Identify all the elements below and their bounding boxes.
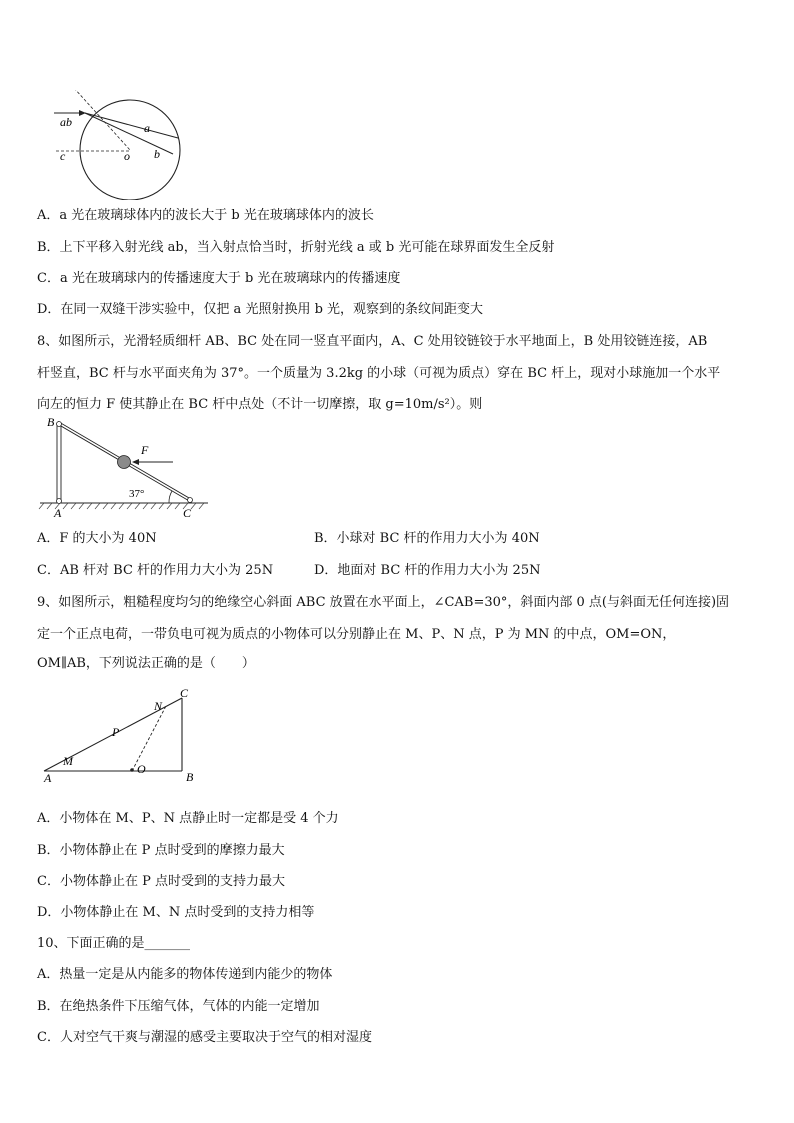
q10-stem: 10、下面正确的是_______ (37, 936, 191, 951)
label-angle: 37° (129, 488, 145, 500)
q10-option-a: A．热量一定是从内能多的物体传递到内能少的物体 (37, 967, 333, 982)
q8-stem-line-2: 杆竖直，BC 杆与水平面夹角为 37°。一个质量为 3.2kg 的小球（可视为质点）穿在 BC 杆上，现对小球施加一个水平 (37, 366, 721, 381)
label-o: O (137, 762, 146, 776)
q9-stem-line-1: 9、如图所示，粗糙程度均匀的绝缘空心斜面 ABC 放置在水平面上，∠CAB=30°，斜面内部 0 点(与斜面无任何连接)固 (37, 595, 730, 610)
normal-dashed-line (74, 90, 130, 150)
label-c: c (60, 149, 66, 163)
label-b: b (154, 147, 160, 161)
q9-stem-line-3: OM∥AB，下列说法正确的是（ ） (37, 656, 255, 671)
q9-stem-line-2: 定一个正点电荷，一带负电可视为质点的小物体可以分别静止在 M、P、N 点，P 为 MN 的中点，OM=ON， (37, 627, 676, 642)
force-arrow-icon (132, 459, 139, 465)
q7-option-a: A．a 光在玻璃球体内的波长大于 b 光在玻璃球体内的波长 (37, 208, 374, 223)
rod-ab (57, 424, 61, 502)
label-f: F (141, 443, 149, 457)
q8-option-c: C．AB 杆对 BC 杆的作用力大小为 25N (37, 563, 274, 578)
hinge-b (57, 422, 62, 427)
q7-option-c: C．a 光在玻璃球内的传播速度大于 b 光在玻璃球内的传播速度 (37, 271, 401, 286)
q8-option-d: D．地面对 BC 杆的作用力大小为 25N (314, 563, 541, 578)
q8-stem-line-3: 向左的恒力 F 使其静止在 BC 杆中点处（不计一切摩擦，取 g=10m/s²）。则 (37, 397, 483, 412)
point-o (130, 768, 134, 772)
label-a: A (44, 771, 52, 785)
q7-sphere-figure (48, 90, 198, 200)
q9-option-d: D．小物体静止在 M、N 点时受到的支持力相等 (37, 905, 315, 920)
q10-option-b: B．在绝热条件下压缩气体，气体的内能一定增加 (37, 999, 320, 1014)
hinge-a (57, 499, 62, 504)
q8-stem-line-1: 8、如图所示，光滑轻质细杆 AB、BC 处在同一竖直平面内，A、C 处用铰链铰于水平地面上，B 处用铰链连接，AB (37, 334, 708, 349)
label-b: B (186, 770, 194, 784)
q9-option-b: B．小物体静止在 P 点时受到的摩擦力最大 (37, 843, 285, 858)
q8-option-a: A．F 的大小为 40N (37, 531, 157, 546)
label-a: a (144, 121, 150, 135)
q8-option-b: B．小球对 BC 杆的作用力大小为 40N (314, 531, 540, 546)
q9-option-c: C．小物体静止在 P 点时受到的支持力最大 (37, 874, 285, 889)
ground-hatching (39, 503, 204, 509)
incident-arrow-icon (79, 110, 86, 116)
label-b: B (47, 416, 55, 429)
label-c: C (183, 506, 192, 520)
label-m: M (63, 754, 73, 768)
label-n: N (154, 699, 163, 713)
ball (118, 456, 131, 469)
label-c: C (180, 686, 189, 700)
q10-option-c: C．人对空气干爽与潮湿的感受主要取决于空气的相对湿度 (37, 1030, 372, 1045)
q8-rod-figure (38, 416, 213, 520)
q9-incline-figure (36, 684, 206, 786)
label-o: o (124, 149, 130, 163)
angle-arc (169, 491, 172, 503)
label-p: P (112, 725, 120, 739)
label-ab: ab (60, 115, 72, 129)
q7-option-d: D．在同一双缝干涉实验中，仅把 a 光照射换用 b 光，观察到的条纹间距变大 (37, 302, 484, 317)
q7-option-b: B．上下平移入射光线 ab，当入射点恰当时，折射光线 a 或 b 光可能在球界面发生全反射 (37, 240, 555, 255)
hinge-c (188, 498, 193, 503)
q9-option-a: A．小物体在 M、P、N 点静止时一定都是受 4 个力 (37, 811, 339, 826)
label-a: A (54, 506, 62, 520)
